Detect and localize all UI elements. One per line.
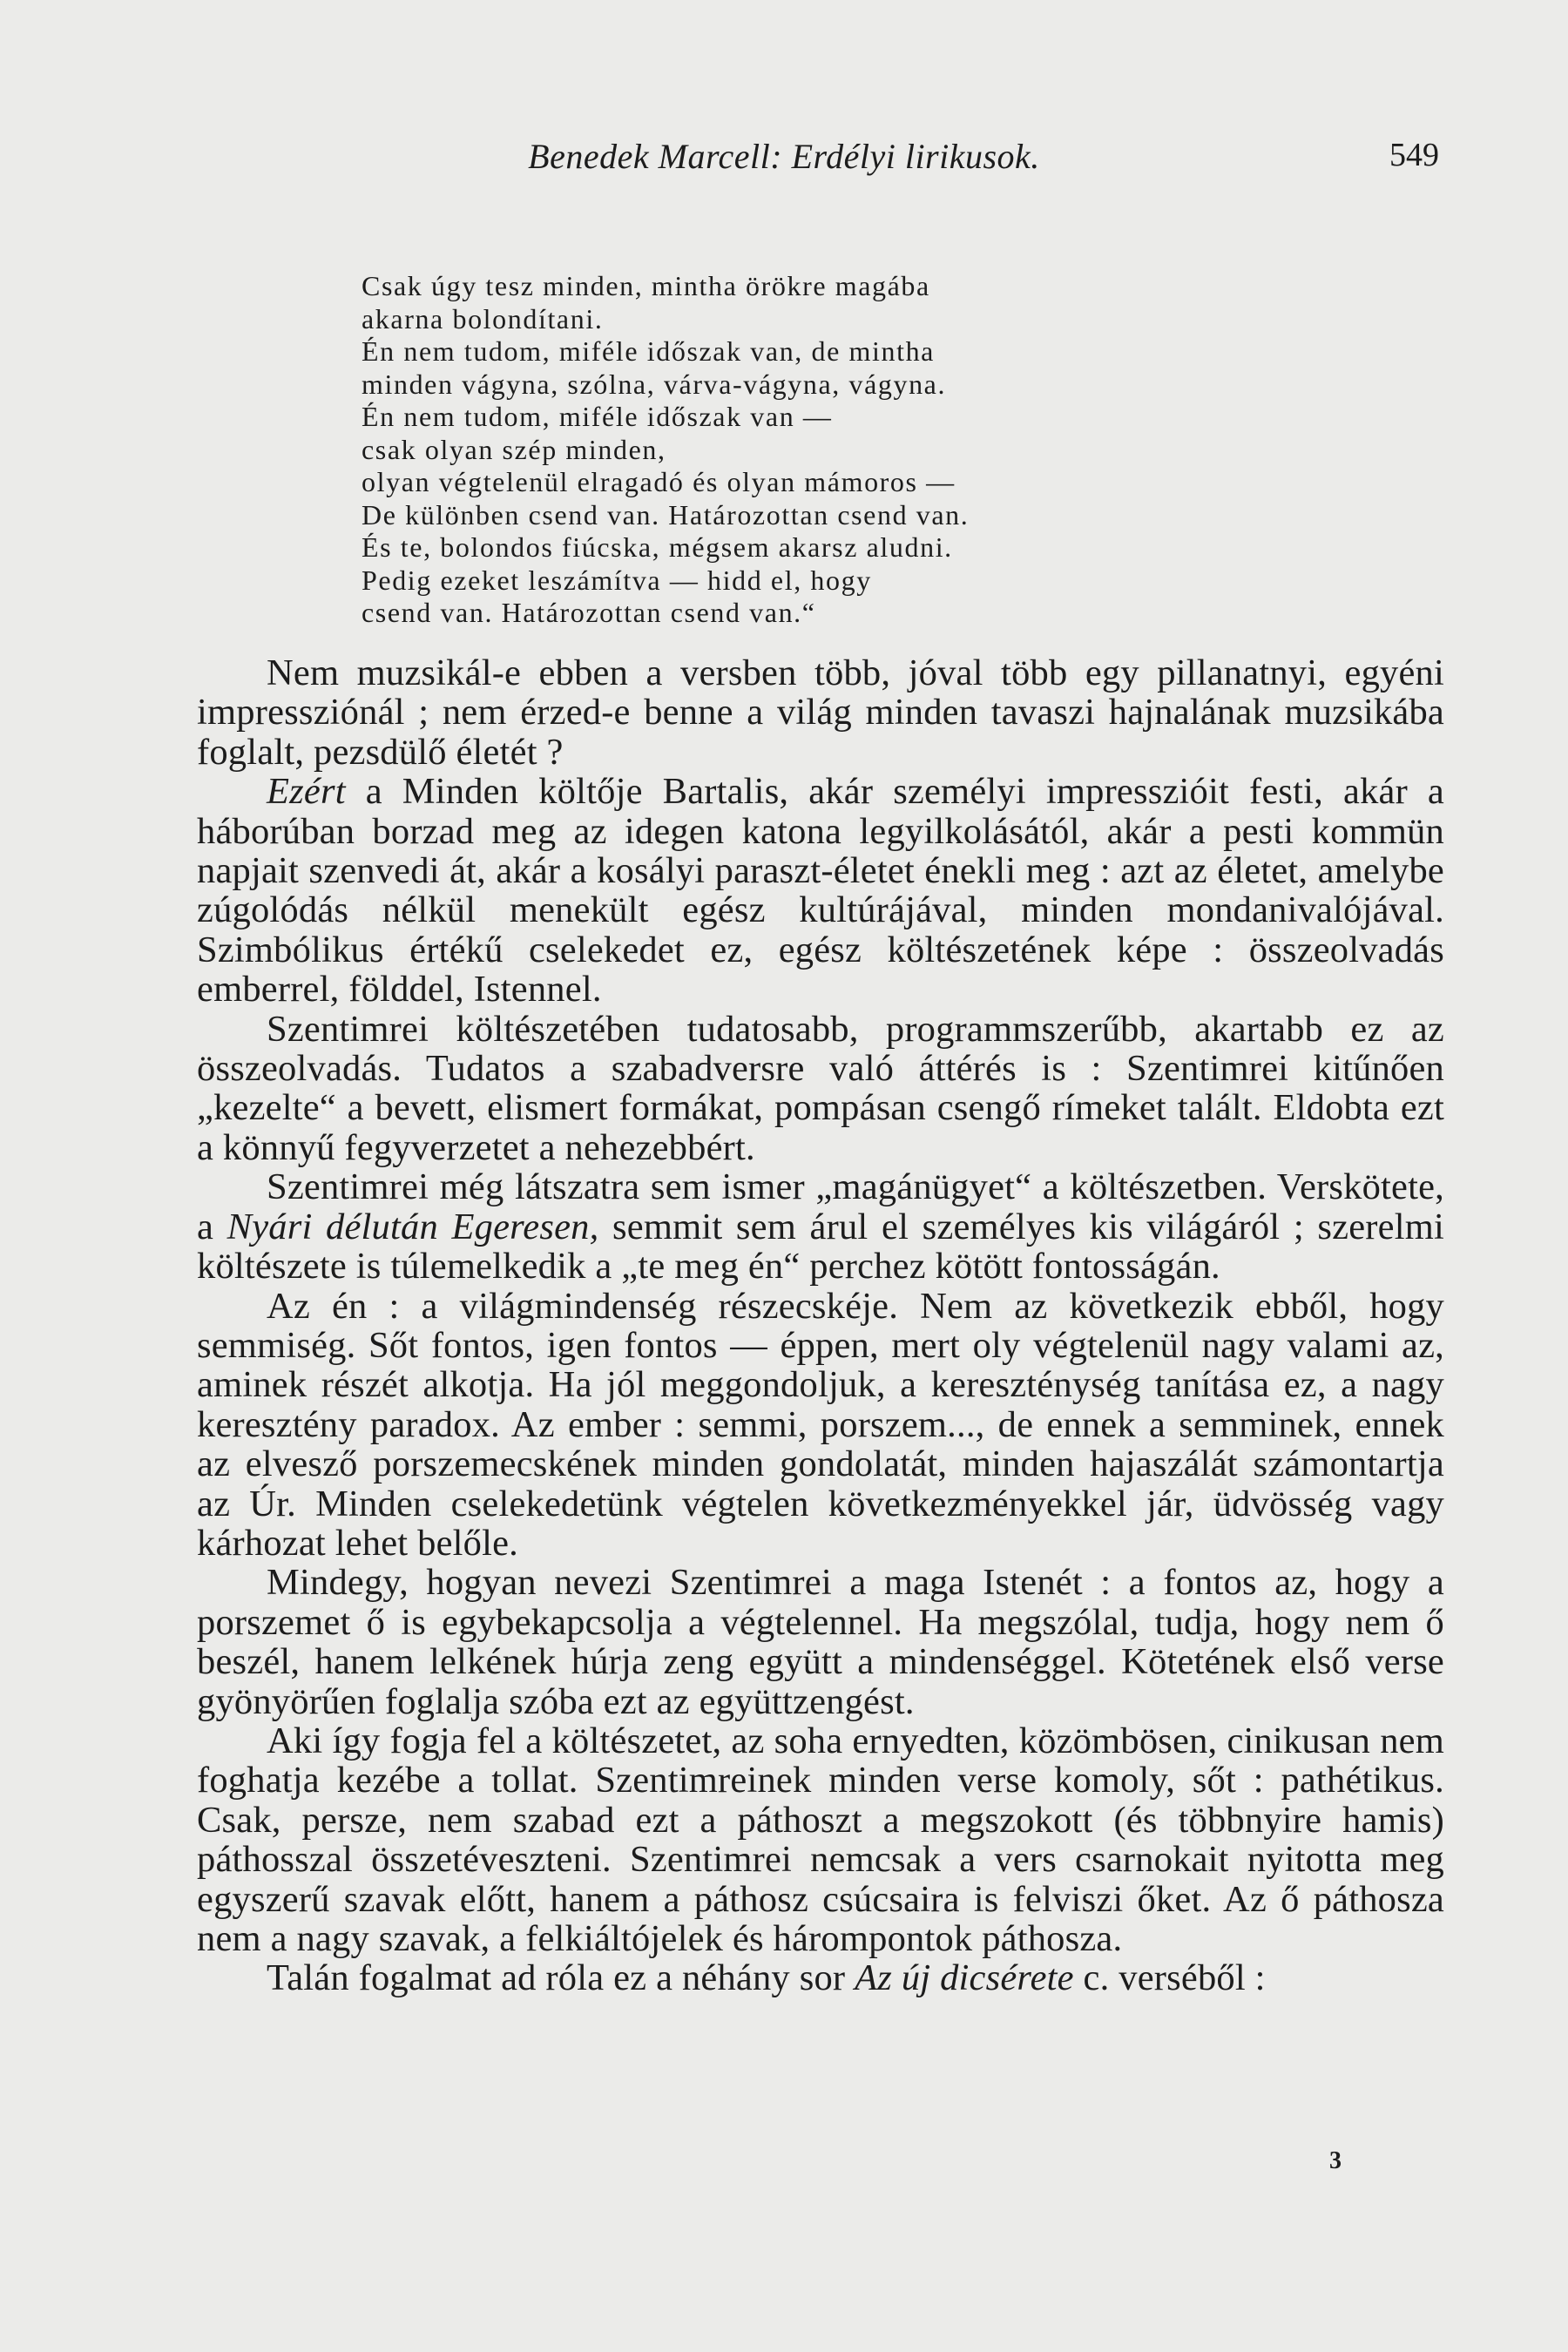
body-text bbox=[197, 653, 1444, 1998]
poem-line: Pedig ezeket leszámítva — hidd el, hogy bbox=[362, 564, 872, 596]
paragraph-7: Aki így fogja fel a költészetet, az soha ernyedten, közömbösen, cinikusan nem foghatja kezébe a tollat. Szentimreinek minden verse komoly, sőt : pathétikus. Csak, persze, nem szabad ezt a páthoszt a megszokott (és többnyire hamis) páthosszal összetéveszteni. Szentimrei nemcsak a vers csarnokait nyitotta meg egyszerű szavak előtt, hanem a páthosz csúcsaira is felviszi őket. Az ő páthosza nem a nagy szavak, a felkiáltójelek és hárompontok páthosza. bbox=[197, 1720, 1444, 1959]
paragraph-text: c. verséből : bbox=[1073, 1957, 1266, 1999]
poem-quote bbox=[362, 270, 1233, 630]
poem-line: csend van. Határozottan csend van.“ bbox=[362, 597, 816, 628]
paragraph-text: Szentimrei még látszatra sem ismer „magánügyet“ a költészetben. Verskötete, a bbox=[197, 1166, 1444, 1247]
paragraph-text: Talán fogalmat ad róla ez a néhány sor bbox=[267, 1957, 855, 1999]
paragraph-text: a Minden költője Bartalis, akár személyi impresszióit festi, akár a háborúban borzad meg az idegen katona legyilkolásától, akár a pesti kommün napjait szenvedi át, akár a kosályi paraszt-életet énekli meg : azt az életet, amelybe zúgolódás nélkül menekült egész kultúrájával, minden mondanivalójával. Szimbólikus értékű cselekedet ez, egész költészetének képe : összeolvadás emberrel, földdel, Istennel. bbox=[197, 771, 1444, 1010]
book-title: Nyári délután Egeresen, bbox=[226, 1206, 599, 1247]
poem-line: csak olyan szép minden, bbox=[362, 433, 666, 465]
paragraph-text: semmit sem árul el személyes kis világáról ; szerelmi költészete is túlemelkedik a „te meg én“ perchez kötött fontosságán. bbox=[197, 1206, 1444, 1288]
paragraph-1: Nem muzsikál-e ebben a versben több, jóval több egy pillanatnyi, egyéni impressziónál ; nem érzed-e benne a világ minden tavaszi hajnalának muzsikába foglalt, pezsdülő életét ? bbox=[197, 652, 1444, 773]
paragraph-6: Mindegy, hogyan nevezi Szentimrei a maga Istenét : a fontos az, hogy a porszemet ő is egybekapcsolja a végtelennel. Ha megszólal, tudja, hogy nem ő beszél, hanem lelkének húrja zeng együtt a mindenséggel. Kötetének első verse gyönyörűen foglalja szóba ezt az együttzengést. bbox=[197, 1562, 1444, 1722]
poem-line: Csak úgy tesz minden, mintha örökre magába bbox=[362, 270, 930, 301]
poem-line: De különben csend van. Határozottan csend van. bbox=[362, 498, 970, 531]
paragraph-5: Az én : a világmindenség részecskéje. Nem az következik ebből, hogy semmiség. Sőt fontos, igen fontos — éppen, mert oly végtelenül nagy valami az, aminek részét alkotja. Ha jól meggondoljuk, a kereszténység tanítása ez, a nagy keresztény paradox. Az ember : semmi, porszem..., de ennek a semminek, ennek az elvesző porszemecskének minden gondolatát, minden hajaszálát számontartja az Úr. Minden cselekedetünk végtelen következményekkel jár, üdvösség vagy kárhozat lehet belőle. bbox=[197, 1285, 1444, 1564]
page-header bbox=[0, 129, 1568, 190]
poem-line: akarna bolondítani. bbox=[362, 302, 604, 335]
paragraph-3: Szentimrei költészetében tudatosabb, programmszerűbb, akartabb ez az összeolvadás. Tudatos a szabadversre való áttérés is : Szentimrei kitűnően „kezelte“ a bevett, elismert formákat, pompásan csengő rímeket talált. Eldobta ezt a könnyű fegyverzetet a nehezebbért. bbox=[197, 1008, 1444, 1168]
page-number: 549 bbox=[1389, 137, 1439, 173]
running-title: Benedek Marcell: Erdélyi lirikusok. bbox=[528, 137, 1040, 176]
poem-title: Az új dicsérete bbox=[855, 1957, 1074, 1999]
poem-line: olyan végtelenül elragadó és olyan mámoros — bbox=[362, 466, 956, 497]
poem-line: minden vágyna, szólna, várva-vágyna, vágyna. bbox=[362, 368, 947, 400]
signature-mark: 3 bbox=[1329, 2147, 1342, 2174]
italic-word: Ezért bbox=[267, 771, 346, 813]
paragraph-2 bbox=[197, 772, 1444, 1009]
paragraph-8 bbox=[197, 1958, 1444, 1997]
poem-line: És te, bolondos fiúcska, mégsem akarsz aludni. bbox=[362, 531, 953, 563]
poem-line: Én nem tudom, miféle időszak van, de mintha bbox=[362, 335, 935, 367]
paragraph-4 bbox=[197, 1167, 1444, 1286]
poem-line: Én nem tudom, miféle időszak van — bbox=[362, 401, 833, 432]
